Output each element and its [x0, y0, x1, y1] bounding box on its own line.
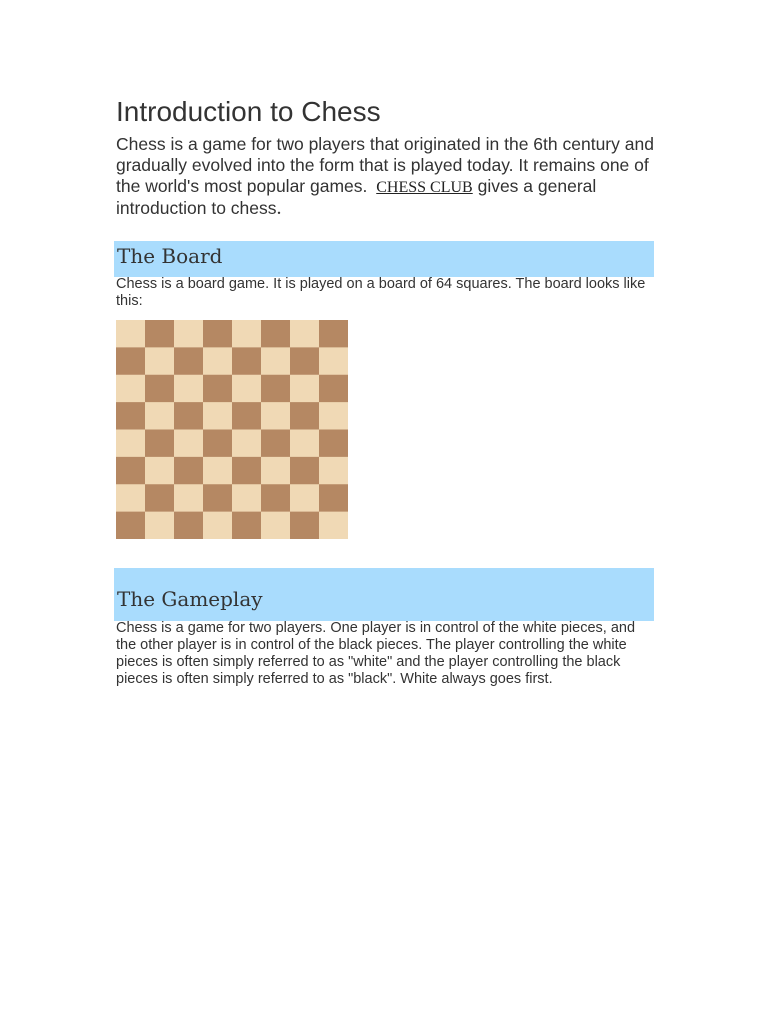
board-square — [174, 375, 204, 403]
board-square — [319, 320, 348, 348]
board-square — [261, 457, 291, 485]
board-square — [145, 484, 175, 512]
board-square — [319, 430, 348, 458]
board-paragraph: Chess is a board game. It is played on a board of 64 squares. The board looks like this: — [116, 276, 646, 309]
board-square — [203, 320, 233, 348]
board-square — [261, 375, 291, 403]
board-square — [203, 347, 233, 375]
board-square — [145, 347, 175, 375]
board-square — [232, 484, 262, 512]
intro-after-link: gives a general introduction to chess — [116, 176, 597, 218]
board-square — [145, 512, 175, 539]
board-square — [319, 512, 348, 539]
page-title: Introduction to Chess — [116, 96, 381, 127]
board-square — [290, 457, 320, 485]
board-square — [319, 457, 348, 485]
board-square — [116, 347, 146, 375]
board-square — [290, 402, 320, 430]
board-square — [319, 347, 348, 375]
board-square — [174, 457, 204, 485]
board-square — [203, 457, 233, 485]
board-square — [145, 430, 175, 458]
board-square — [232, 347, 262, 375]
board-square — [232, 430, 262, 458]
board-square — [261, 347, 291, 375]
board-square — [290, 375, 320, 403]
intro-paragraph — [116, 134, 654, 219]
board-square — [232, 375, 262, 403]
chess-board — [116, 320, 348, 539]
board-square — [145, 457, 175, 485]
board-square — [203, 402, 233, 430]
board-square — [290, 512, 320, 539]
section-heading-gameplay: The Gameplay — [114, 568, 654, 621]
board-square — [174, 512, 204, 539]
board-square — [174, 484, 204, 512]
gameplay-paragraph: Chess is a game for two players. One player is in control of the white pieces, and the other player is in control of the black pieces. The player controlling the white pieces is often simply referred to as "white" and the player controlling the black pieces is often simply referred to as "black". White always goes first. — [116, 620, 636, 687]
board-square — [174, 320, 204, 348]
board-square — [116, 512, 146, 539]
board-square — [174, 430, 204, 458]
board-square — [145, 375, 175, 403]
board-square — [203, 512, 233, 539]
board-square — [232, 457, 262, 485]
board-square — [203, 484, 233, 512]
board-square — [116, 484, 146, 512]
board-square — [116, 430, 146, 458]
board-square — [290, 347, 320, 375]
intro-text: Chess is a game for two players that originated in the 6th century and gradually evolved into the form that is played today. It remains one of the world's most popular games. — [116, 134, 654, 196]
board-square — [290, 484, 320, 512]
board-square — [261, 402, 291, 430]
board-square — [290, 430, 320, 458]
board-square — [261, 430, 291, 458]
board-square — [261, 484, 291, 512]
board-square — [319, 402, 348, 430]
board-square — [116, 402, 146, 430]
document — [116, 94, 654, 687]
chess-club-link[interactable]: CHESS CLUB — [376, 179, 473, 196]
board-square — [145, 402, 175, 430]
board-square — [116, 457, 146, 485]
board-square — [261, 512, 291, 539]
board-square — [232, 320, 262, 348]
board-square — [232, 512, 262, 539]
intro-period: . — [276, 197, 282, 219]
board-square — [319, 484, 348, 512]
board-square — [145, 320, 175, 348]
board-square — [290, 320, 320, 348]
section-heading-board: The Board — [114, 241, 654, 277]
board-square — [174, 402, 204, 430]
board-square — [116, 375, 146, 403]
board-square — [232, 402, 262, 430]
board-square — [261, 320, 291, 348]
board-square — [319, 375, 348, 403]
board-square — [203, 430, 233, 458]
board-square — [203, 375, 233, 403]
board-square — [174, 347, 204, 375]
board-square — [116, 320, 146, 348]
